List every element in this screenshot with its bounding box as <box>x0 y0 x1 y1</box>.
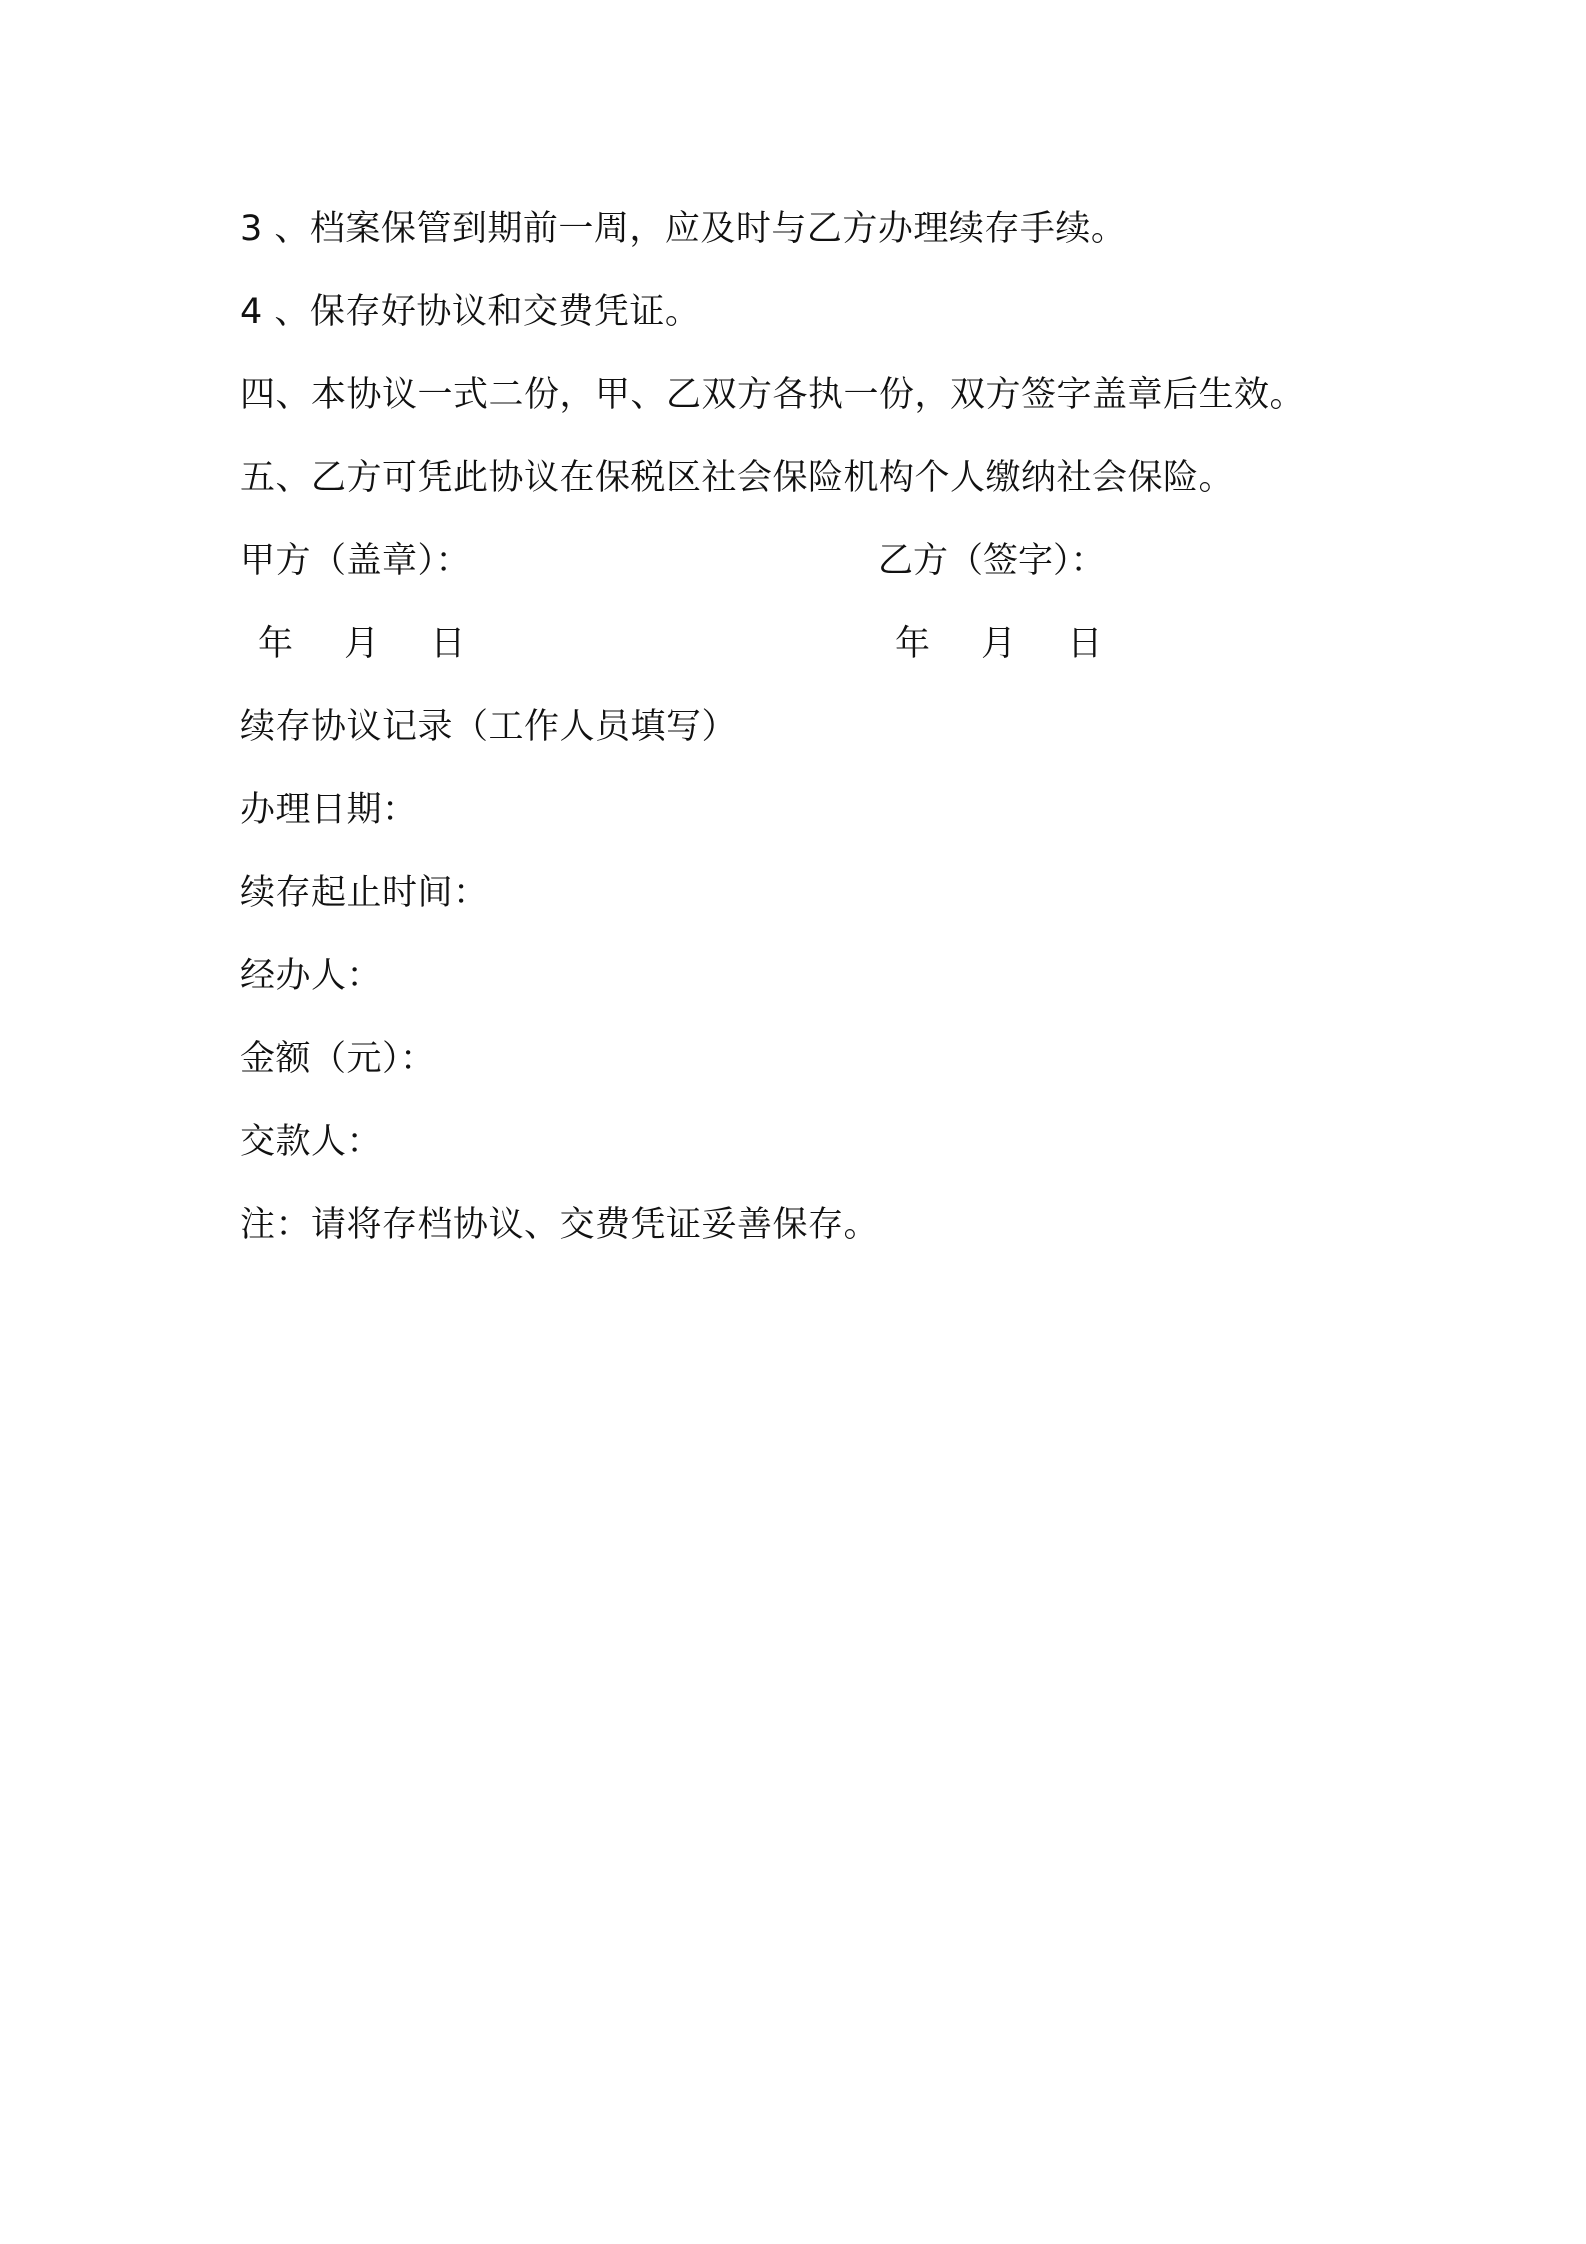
renewal-payer-label: 交款人： <box>240 1122 383 1162</box>
party-b-day: 日 <box>1067 624 1103 664</box>
clause-4-text: 四、本协议一式二份，甲、乙双方各执一份，双方签字盖章后生效。 <box>240 375 1306 415</box>
renewal-amount-label: 金额（元）： <box>240 1039 436 1079</box>
clause-5-text: 五、乙方可凭此协议在保税区社会保险机构个人缴纳社会保险。 <box>240 458 1235 498</box>
renewal-period-label: 续存起止时间： <box>240 873 489 913</box>
renewal-heading: 续存协议记录（工作人员填写） <box>240 707 738 747</box>
party-a-year: 年 <box>258 624 294 664</box>
party-a-month: 月 <box>344 624 380 664</box>
renewal-date-label: 办理日期： <box>240 790 418 830</box>
party-a-day: 日 <box>430 624 466 664</box>
party-a-date <box>258 621 465 667</box>
party-b-month: 月 <box>981 624 1017 664</box>
party-b-label: 乙方（签字）： <box>878 541 1106 581</box>
party-a-label: 甲方（盖章）： <box>240 541 472 581</box>
party-b-year: 年 <box>895 624 931 664</box>
item-3-text: 3 、档案保管到期前一周，应及时与乙方办理续存手续。 <box>240 209 1127 249</box>
renewal-handler-label: 经办人： <box>240 956 383 996</box>
footnote: 注：请将存档协议、交费凭证妥善保存。 <box>240 1205 880 1245</box>
item-4-text: 4 、保存好协议和交费凭证。 <box>240 292 701 332</box>
party-b-date <box>895 621 1102 667</box>
